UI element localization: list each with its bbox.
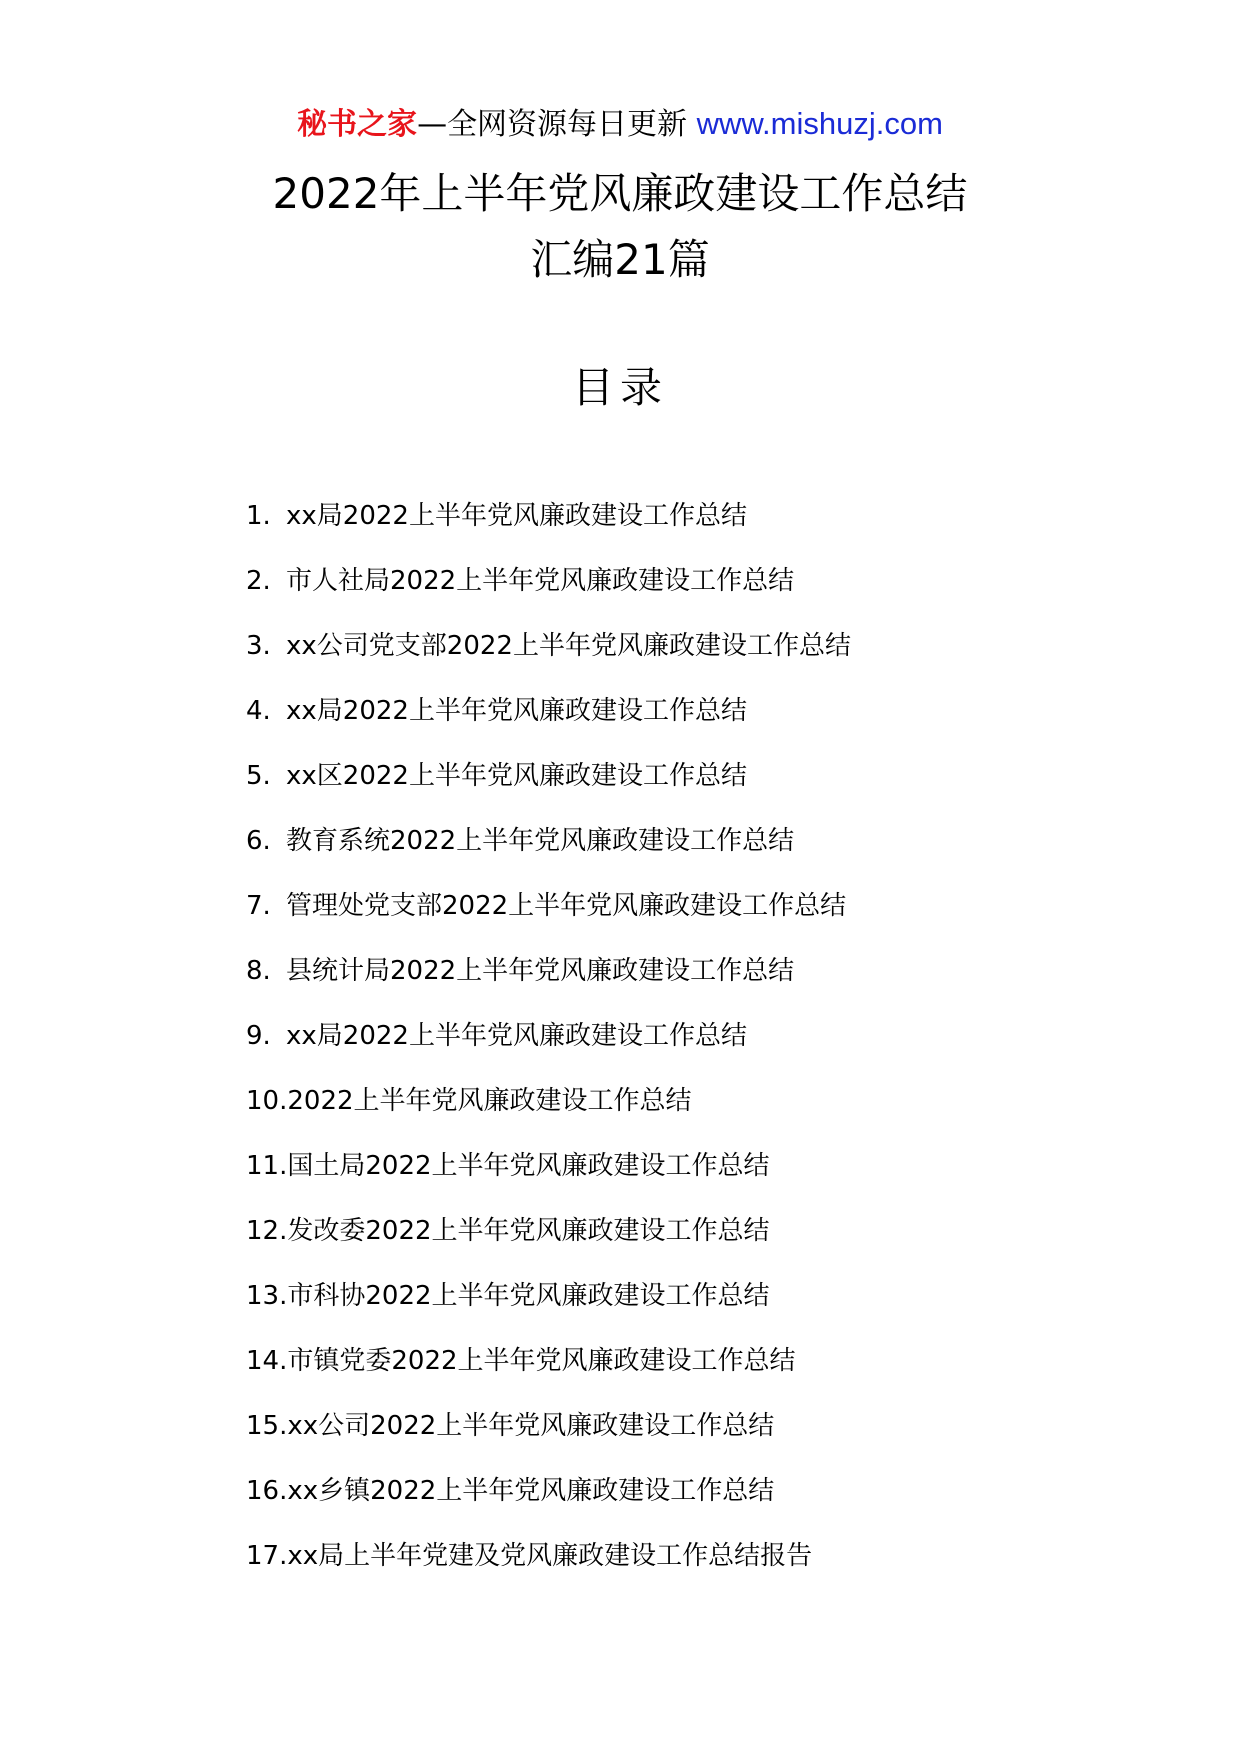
toc-item[interactable] — [246, 1146, 1146, 1211]
toc-item-text: 发改委2022上半年党风廉政建设工作总结 — [287, 1216, 770, 1246]
toc-item[interactable] — [246, 1211, 1146, 1276]
toc-item-number: 12. — [246, 1216, 288, 1246]
toc-item-number: 8. — [246, 956, 271, 986]
document-title-line-2: 汇编21篇 — [530, 235, 710, 284]
toc-item-text: xx公司2022上半年党风廉政建设工作总结 — [287, 1411, 775, 1441]
banner-tagline: —全网资源每日更新 — [417, 107, 688, 142]
toc-item-text: xx区2022上半年党风廉政建设工作总结 — [286, 761, 747, 791]
toc-item-number: 11. — [246, 1151, 288, 1181]
toc-item-text: xx局2022上半年党风廉政建设工作总结 — [286, 1021, 747, 1051]
toc-item[interactable] — [246, 886, 1146, 951]
toc-item-text: 教育系统2022上半年党风廉政建设工作总结 — [286, 826, 795, 856]
toc-item-text: xx公司党支部2022上半年党风廉政建设工作总结 — [286, 631, 851, 661]
toc-item-text: 2022上半年党风廉政建设工作总结 — [287, 1086, 692, 1116]
toc-item-number: 7. — [246, 891, 271, 921]
toc-item-text: 市科协2022上半年党风廉政建设工作总结 — [287, 1281, 770, 1311]
toc-item-text: 县统计局2022上半年党风廉政建设工作总结 — [286, 956, 795, 986]
toc-item[interactable] — [246, 626, 1146, 691]
toc-item[interactable] — [246, 1536, 1146, 1601]
toc-item-number: 10. — [246, 1086, 288, 1116]
toc-item-number: 17. — [246, 1541, 288, 1571]
site-banner — [0, 104, 1240, 145]
toc-item[interactable] — [246, 1406, 1146, 1471]
toc-item-number: 6. — [246, 826, 271, 856]
toc-item-text: xx乡镇2022上半年党风廉政建设工作总结 — [287, 1476, 775, 1506]
toc-item-text: 市镇党委2022上半年党风廉政建设工作总结 — [287, 1346, 796, 1376]
toc-item[interactable] — [246, 1276, 1146, 1341]
toc-item-text: xx局上半年党建及党风廉政建设工作总结报告 — [287, 1541, 813, 1571]
toc-item-number: 4. — [246, 696, 271, 726]
toc-item[interactable] — [246, 1471, 1146, 1536]
toc-item-number: 5. — [246, 761, 271, 791]
toc-item-number: 15. — [246, 1411, 288, 1441]
brand-name: 秘书之家 — [297, 107, 418, 142]
toc-item-number: 16. — [246, 1476, 288, 1506]
toc-item-number: 3. — [246, 631, 271, 661]
toc-item[interactable] — [246, 1016, 1146, 1081]
table-of-contents — [246, 496, 1146, 1601]
toc-item[interactable] — [246, 691, 1146, 756]
toc-item[interactable] — [246, 756, 1146, 821]
toc-item-number: 1. — [246, 501, 271, 531]
document-title-line-1: 2022年上半年党风廉政建设工作总结 — [272, 169, 968, 218]
toc-item-number: 2. — [246, 566, 271, 596]
toc-item-number: 14. — [246, 1346, 288, 1376]
toc-item-text: 国土局2022上半年党风廉政建设工作总结 — [287, 1151, 770, 1181]
toc-item[interactable] — [246, 821, 1146, 886]
toc-item[interactable] — [246, 496, 1146, 561]
toc-item-text: xx局2022上半年党风廉政建设工作总结 — [286, 696, 747, 726]
toc-item-text: xx局2022上半年党风廉政建设工作总结 — [286, 501, 747, 531]
toc-item[interactable] — [246, 1081, 1146, 1146]
toc-item-number: 9. — [246, 1021, 271, 1051]
toc-item[interactable] — [246, 1341, 1146, 1406]
toc-item-text: 管理处党支部2022上半年党风廉政建设工作总结 — [286, 891, 847, 921]
toc-item[interactable] — [246, 561, 1146, 626]
toc-heading: 目录 — [571, 363, 668, 412]
toc-item-number: 13. — [246, 1281, 288, 1311]
site-url-link[interactable]: www.mishuzj.com — [696, 106, 943, 141]
toc-item[interactable] — [246, 951, 1146, 1016]
toc-item-text: 市人社局2022上半年党风廉政建设工作总结 — [286, 566, 795, 596]
